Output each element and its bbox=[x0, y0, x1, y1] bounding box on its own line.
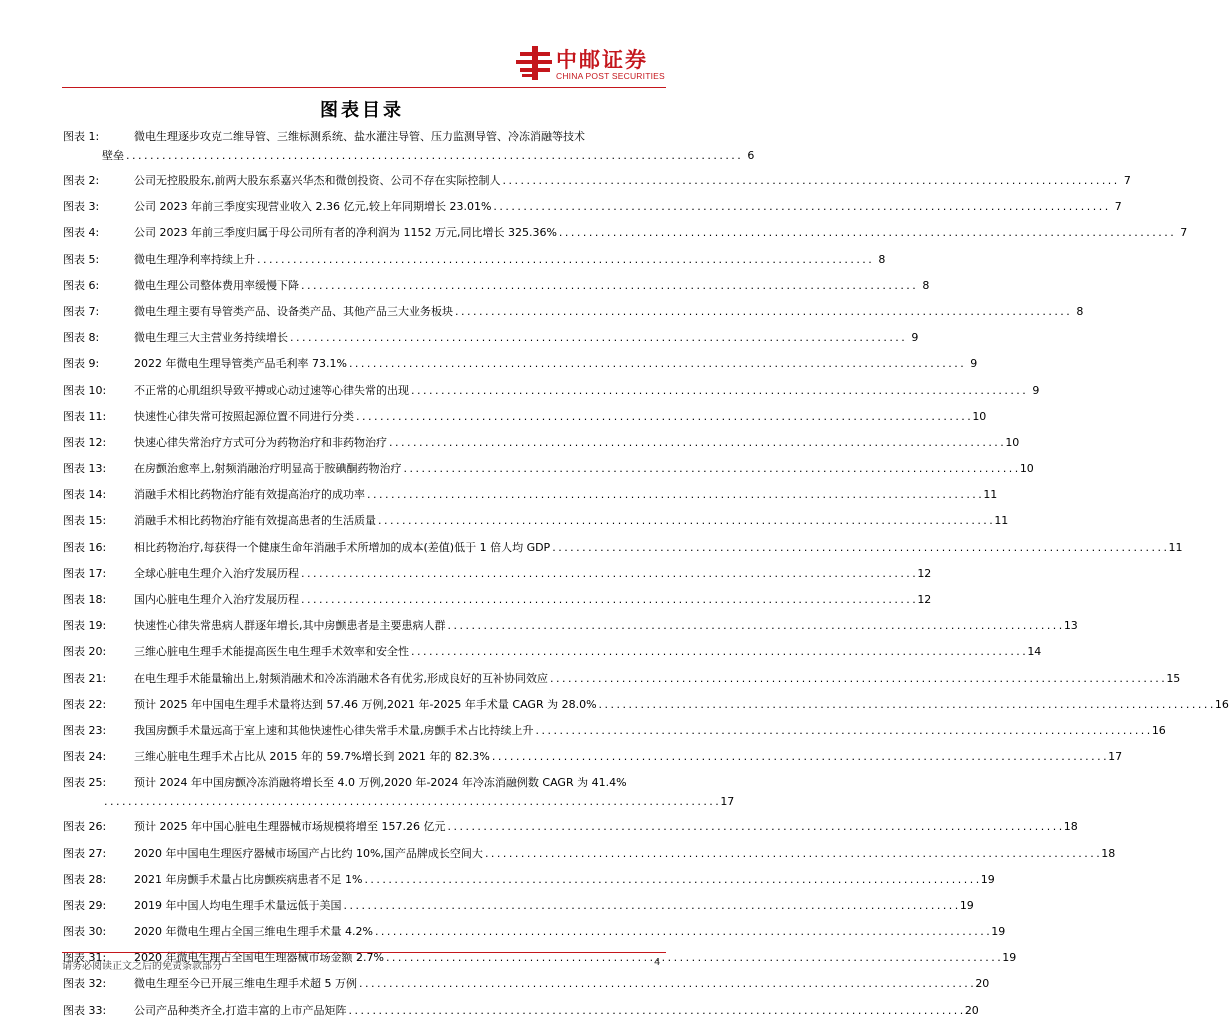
toc-entry-page[interactable]: 7 bbox=[1114, 200, 1122, 214]
toc-entry-number: 图表 30: bbox=[63, 925, 107, 939]
toc-entry-number: 图表 11: bbox=[63, 409, 107, 423]
toc-entry-page[interactable]: 6 bbox=[747, 149, 755, 162]
toc-entry-title[interactable]: 三维心脏电生理手术能提高医生电生理手术效率和安全性 bbox=[134, 645, 409, 659]
toc-entry[interactable] bbox=[62, 325, 919, 351]
footer-disclaimer: 请务必阅读正文之后的免责条款部分 bbox=[62, 961, 222, 972]
toc-entry-number: 图表 15: bbox=[63, 514, 107, 528]
toc-entry-page[interactable]: 10 bbox=[972, 409, 987, 423]
toc-entry-title[interactable]: 消融手术相比药物治疗能有效提高患者的生活质量 bbox=[134, 514, 376, 528]
toc-leader-dots bbox=[104, 789, 718, 815]
toc-entry-title[interactable]: 公司产品种类齐全,打造丰富的上市产品矩阵 bbox=[134, 1003, 347, 1017]
toc-entry-page[interactable]: 19 bbox=[959, 898, 974, 912]
toc-entry-number: 图表 27: bbox=[63, 846, 107, 860]
toc-entry-title[interactable]: 2020 年中国电生理医疗器械市场国产占比约 10%,国产品牌成长空间大 bbox=[134, 846, 483, 860]
toc-entry-title[interactable]: 2020 年微电生理占全国电生理器械市场金额 2.7% bbox=[134, 951, 384, 965]
toc-entry[interactable] bbox=[62, 718, 1166, 744]
toc-leader-dots bbox=[411, 639, 1025, 665]
toc-entry-page[interactable]: 11 bbox=[983, 488, 998, 502]
toc-leader-dots bbox=[503, 168, 1117, 194]
toc-entry[interactable] bbox=[62, 841, 1116, 867]
toc-entry-number: 图表 14: bbox=[63, 488, 107, 502]
toc-entry-number: 图表 28: bbox=[63, 872, 107, 886]
toc-leader-dots bbox=[559, 220, 1173, 246]
toc-entry[interactable] bbox=[62, 814, 1078, 840]
toc-entry-number: 图表 17: bbox=[63, 566, 107, 580]
toc-entry-title[interactable]: 2020 年微电生理占全国三维电生理手术量 4.2% bbox=[134, 925, 373, 939]
toc-entry[interactable] bbox=[62, 692, 1229, 718]
toc-entry-number: 图表 26: bbox=[63, 820, 107, 834]
toc-leader-dots bbox=[493, 194, 1107, 220]
toc-entry[interactable] bbox=[62, 404, 987, 430]
toc-entry[interactable] bbox=[62, 919, 1006, 945]
toc-entry-number: 图表 33: bbox=[63, 1003, 107, 1017]
toc-entry[interactable] bbox=[62, 247, 886, 273]
toc-entry[interactable] bbox=[62, 867, 995, 893]
toc-entry-title[interactable]: 快速心律失常治疗方式可分为药物治疗和非药物治疗 bbox=[134, 435, 387, 449]
toc-entry-number: 图表 8: bbox=[63, 331, 100, 345]
page-title: 图表目录 bbox=[320, 100, 404, 121]
toc-entry-title[interactable]: 微电生理主要有导管类产品、设备类产品、其他产品三大业务板块 bbox=[134, 304, 453, 318]
toc-entry[interactable] bbox=[62, 456, 1034, 482]
toc-entry[interactable] bbox=[62, 508, 1009, 534]
toc-entry-page[interactable]: 8 bbox=[1076, 304, 1084, 318]
toc-entry-number: 图表 10: bbox=[63, 383, 107, 397]
toc-entry-title[interactable]: 在房颤治愈率上,射频消融治疗明显高于胺碘酮药物治疗 bbox=[134, 462, 402, 476]
toc-entry-page[interactable]: 16 bbox=[1151, 723, 1166, 737]
toc-entry-page[interactable]: 7 bbox=[1123, 174, 1131, 187]
toc-entry[interactable] bbox=[62, 613, 1078, 639]
toc-entry-page[interactable]: 10 bbox=[1005, 435, 1020, 449]
toc-entry-page[interactable]: 18 bbox=[1101, 846, 1116, 860]
toc-leader-dots bbox=[364, 867, 978, 893]
toc-entry[interactable] bbox=[62, 561, 932, 587]
toc-leader-dots bbox=[349, 351, 963, 377]
toc-entry-page[interactable]: 19 bbox=[991, 925, 1006, 939]
header-rule bbox=[62, 87, 666, 88]
toc-entry-title[interactable]: 不正常的心肌组织导致平搏或心动过速等心律失常的出现 bbox=[134, 383, 409, 397]
toc-leader-dots bbox=[301, 587, 915, 613]
toc-entry-title[interactable]: 公司 2023 年前三季度实现营业收入 2.36 亿元,较上年同期增长 23.01% bbox=[134, 200, 492, 214]
toc-entry-page[interactable]: 19 bbox=[980, 872, 995, 886]
toc-entry-page[interactable]: 8 bbox=[878, 252, 886, 266]
footer-rule bbox=[62, 952, 666, 953]
toc-leader-dots bbox=[375, 919, 989, 945]
toc-entry-number: 图表 1: bbox=[63, 130, 100, 143]
toc-entry-page[interactable]: 8 bbox=[922, 278, 930, 292]
toc-entry-title[interactable]: 全球心脏电生理介入治疗发展历程 bbox=[134, 566, 299, 580]
toc-entry-number: 图表 29: bbox=[63, 898, 107, 912]
toc-entry-number: 图表 21: bbox=[63, 671, 107, 685]
toc-entry-page[interactable]: 12 bbox=[917, 566, 932, 580]
brand-name-en: CHINA POST SECURITIES bbox=[556, 71, 665, 81]
toc-entry[interactable] bbox=[62, 998, 979, 1024]
toc-entry-number: 图表 6: bbox=[63, 278, 100, 292]
figure-toc-list bbox=[62, 124, 1229, 1024]
toc-leader-dots bbox=[550, 666, 1164, 692]
toc-entry-page[interactable]: 11 bbox=[994, 514, 1009, 528]
toc-entry-page[interactable]: 18 bbox=[1063, 820, 1078, 834]
toc-leader-dots bbox=[301, 273, 915, 299]
toc-entry-title[interactable]: 微电生理至今已开展三维电生理手术超 5 万例 bbox=[134, 977, 357, 991]
toc-entry-number: 图表 24: bbox=[63, 750, 107, 764]
toc-entry-title[interactable]: 快速性心律失常患病人群逐年增长,其中房颤患者是主要患病人群 bbox=[134, 619, 446, 633]
toc-entry-number: 图表 16: bbox=[63, 540, 107, 554]
toc-leader-dots bbox=[367, 482, 981, 508]
toc-entry-title[interactable]: 消融手术相比药物治疗能有效提高治疗的成功率 bbox=[134, 488, 365, 502]
toc-entry-title[interactable]: 2019 年中国人均电生理手术量远低于美国 bbox=[134, 898, 342, 912]
toc-entry-title[interactable]: 预计 2025 年中国心脏电生理器械市场规模将增至 157.26 亿元 bbox=[134, 820, 446, 834]
toc-leader-dots bbox=[447, 814, 1061, 840]
toc-leader-dots bbox=[536, 718, 1150, 744]
toc-leader-dots bbox=[485, 841, 1099, 867]
toc-entry-title[interactable]: 预计 2024 年中国房颤冷冻消融将增长至 4.0 万例,2020 年-2024 年冷冻消融例数 CAGR 为 41.4% bbox=[134, 776, 627, 790]
toc-entry-page[interactable]: 12 bbox=[917, 593, 932, 606]
toc-entry-number: 图表 7: bbox=[63, 304, 100, 318]
toc-entry[interactable] bbox=[62, 378, 1040, 404]
footer-page-number: 4 bbox=[654, 957, 661, 968]
toc-entry-number: 图表 5: bbox=[63, 252, 100, 266]
toc-entry-title[interactable]: 微电生理公司整体费用率缓慢下降 bbox=[134, 278, 299, 292]
toc-leader-dots bbox=[359, 971, 973, 997]
toc-entry-page[interactable]: 9 bbox=[970, 357, 978, 371]
toc-entry-number: 图表 31: bbox=[63, 951, 107, 965]
toc-entry-page[interactable]: 9 bbox=[1032, 383, 1040, 397]
toc-entry-page[interactable]: 14 bbox=[1027, 645, 1042, 659]
toc-entry-number: 图表 32: bbox=[63, 977, 107, 991]
china-post-logo-icon bbox=[514, 44, 554, 82]
toc-entry-page[interactable]: 7 bbox=[1180, 226, 1188, 240]
toc-entry[interactable] bbox=[62, 220, 1188, 246]
toc-entry-title[interactable]: 公司无控股股东,前两大股东系嘉兴华杰和微创投资、公司不存在实际控制人 bbox=[134, 174, 501, 187]
toc-entry[interactable] bbox=[62, 770, 735, 814]
toc-entry-page[interactable]: 19 bbox=[1002, 951, 1017, 965]
toc-leader-dots bbox=[386, 945, 1000, 971]
toc-entry-number: 图表 25: bbox=[63, 776, 107, 790]
toc-entry-page[interactable]: 20 bbox=[975, 977, 990, 991]
toc-entry-number: 图表 12: bbox=[63, 435, 107, 449]
toc-entry[interactable] bbox=[62, 482, 998, 508]
toc-entry[interactable] bbox=[62, 351, 978, 377]
toc-entry[interactable] bbox=[62, 430, 1020, 456]
toc-entry[interactable] bbox=[62, 744, 1123, 770]
toc-leader-dots bbox=[455, 299, 1069, 325]
toc-entry-title[interactable]: 快速性心律失常可按照起源位置不同进行分类 bbox=[134, 409, 354, 423]
toc-entry-page[interactable]: 17 bbox=[1108, 750, 1123, 764]
brand-name-cn: 中邮证券 bbox=[556, 48, 648, 72]
toc-entry-title[interactable]: 国内心脏电生理介入治疗发展历程 bbox=[134, 593, 299, 606]
toc-entry-number: 图表 18: bbox=[63, 593, 107, 606]
toc-entry-number: 图表 4: bbox=[63, 226, 100, 240]
toc-leader-dots bbox=[378, 508, 992, 534]
toc-entry[interactable] bbox=[62, 168, 1131, 194]
toc-entry-number: 图表 23: bbox=[63, 723, 107, 737]
toc-entry-number: 图表 13: bbox=[63, 462, 107, 476]
toc-entry-page[interactable]: 9 bbox=[911, 331, 919, 345]
toc-entry-page[interactable]: 20 bbox=[964, 1003, 979, 1017]
toc-entry[interactable] bbox=[62, 893, 974, 919]
toc-entry-number: 图表 22: bbox=[63, 697, 107, 711]
toc-entry-number: 图表 2: bbox=[63, 174, 100, 187]
toc-entry-title[interactable]: 2022 年微电生理导管类产品毛利率 73.1% bbox=[134, 357, 347, 371]
toc-entry[interactable] bbox=[62, 124, 755, 168]
toc-entry[interactable] bbox=[62, 971, 990, 997]
toc-leader-dots bbox=[290, 325, 904, 351]
toc-entry-number: 图表 20: bbox=[63, 645, 107, 659]
toc-leader-dots bbox=[344, 893, 958, 919]
toc-entry-page[interactable]: 15 bbox=[1166, 671, 1181, 685]
toc-leader-dots bbox=[552, 535, 1166, 561]
toc-entry[interactable] bbox=[62, 194, 1122, 220]
toc-entry-title[interactable]: 预计 2025 年中国电生理手术量将达到 57.46 万例,2021 年-2025 年手术量 CAGR 为 28.0% bbox=[134, 697, 597, 711]
toc-entry-number: 图表 9: bbox=[63, 357, 100, 371]
toc-entry[interactable] bbox=[62, 666, 1181, 692]
toc-entry-number: 图表 3: bbox=[63, 200, 100, 214]
toc-leader-dots bbox=[349, 998, 963, 1024]
toc-entry-title-continued[interactable]: 壁垒 bbox=[102, 149, 124, 162]
toc-entry-page[interactable]: 11 bbox=[1168, 540, 1183, 554]
brand-logo bbox=[514, 44, 674, 84]
toc-leader-dots bbox=[404, 456, 1018, 482]
toc-leader-dots bbox=[599, 692, 1213, 718]
toc-entry[interactable] bbox=[62, 273, 930, 299]
toc-entry-title[interactable]: 相比药物治疗,每获得一个健康生命年消融手术所增加的成本(差值)低于 1 倍人均 GDP bbox=[134, 540, 551, 554]
toc-entry-page[interactable]: 17 bbox=[720, 795, 735, 809]
toc-leader-dots bbox=[301, 561, 915, 587]
toc-leader-dots bbox=[126, 143, 740, 169]
toc-entry-title[interactable]: 在电生理手术能量输出上,射频消融术和冷冻消融术各有优劣,形成良好的互补协同效应 bbox=[134, 671, 548, 685]
toc-entry-title[interactable]: 微电生理净利率持续上升 bbox=[134, 252, 255, 266]
toc-entry[interactable] bbox=[62, 299, 1084, 325]
toc-leader-dots bbox=[356, 404, 970, 430]
toc-entry-title[interactable]: 微电生理三大主营业务持续增长 bbox=[134, 331, 288, 345]
toc-entry[interactable] bbox=[62, 587, 932, 613]
toc-entry-title[interactable]: 公司 2023 年前三季度归属于母公司所有者的净利润为 1152 万元,同比增长 325.36% bbox=[134, 226, 557, 240]
toc-leader-dots bbox=[492, 744, 1106, 770]
toc-entry-page[interactable]: 10 bbox=[1019, 462, 1034, 476]
toc-entry-title[interactable]: 我国房颤手术量远高于室上速和其他快速性心律失常手术量,房颤手术占比持续上升 bbox=[134, 723, 534, 737]
toc-entry-title[interactable]: 三维心脏电生理手术占比从 2015 年的 59.7%增长到 2021 年的 82.3% bbox=[134, 750, 490, 764]
toc-entry-page[interactable]: 16 bbox=[1214, 697, 1229, 711]
toc-entry[interactable] bbox=[62, 639, 1042, 665]
toc-entry-title[interactable]: 微电生理逐步攻克二维导管、三维标测系统、盐水灌注导管、压力监测导管、冷冻消融等技术 bbox=[134, 130, 585, 143]
toc-leader-dots bbox=[389, 430, 1003, 456]
page-header bbox=[0, 0, 724, 110]
toc-entry-page[interactable]: 13 bbox=[1063, 619, 1078, 633]
toc-leader-dots bbox=[257, 247, 871, 273]
toc-leader-dots bbox=[411, 378, 1025, 404]
toc-entry[interactable] bbox=[62, 535, 1183, 561]
toc-entry-title[interactable]: 2021 年房颤手术量占比房颤疾病患者不足 1% bbox=[134, 872, 363, 886]
toc-entry-number: 图表 19: bbox=[63, 619, 107, 633]
toc-leader-dots bbox=[448, 613, 1062, 639]
